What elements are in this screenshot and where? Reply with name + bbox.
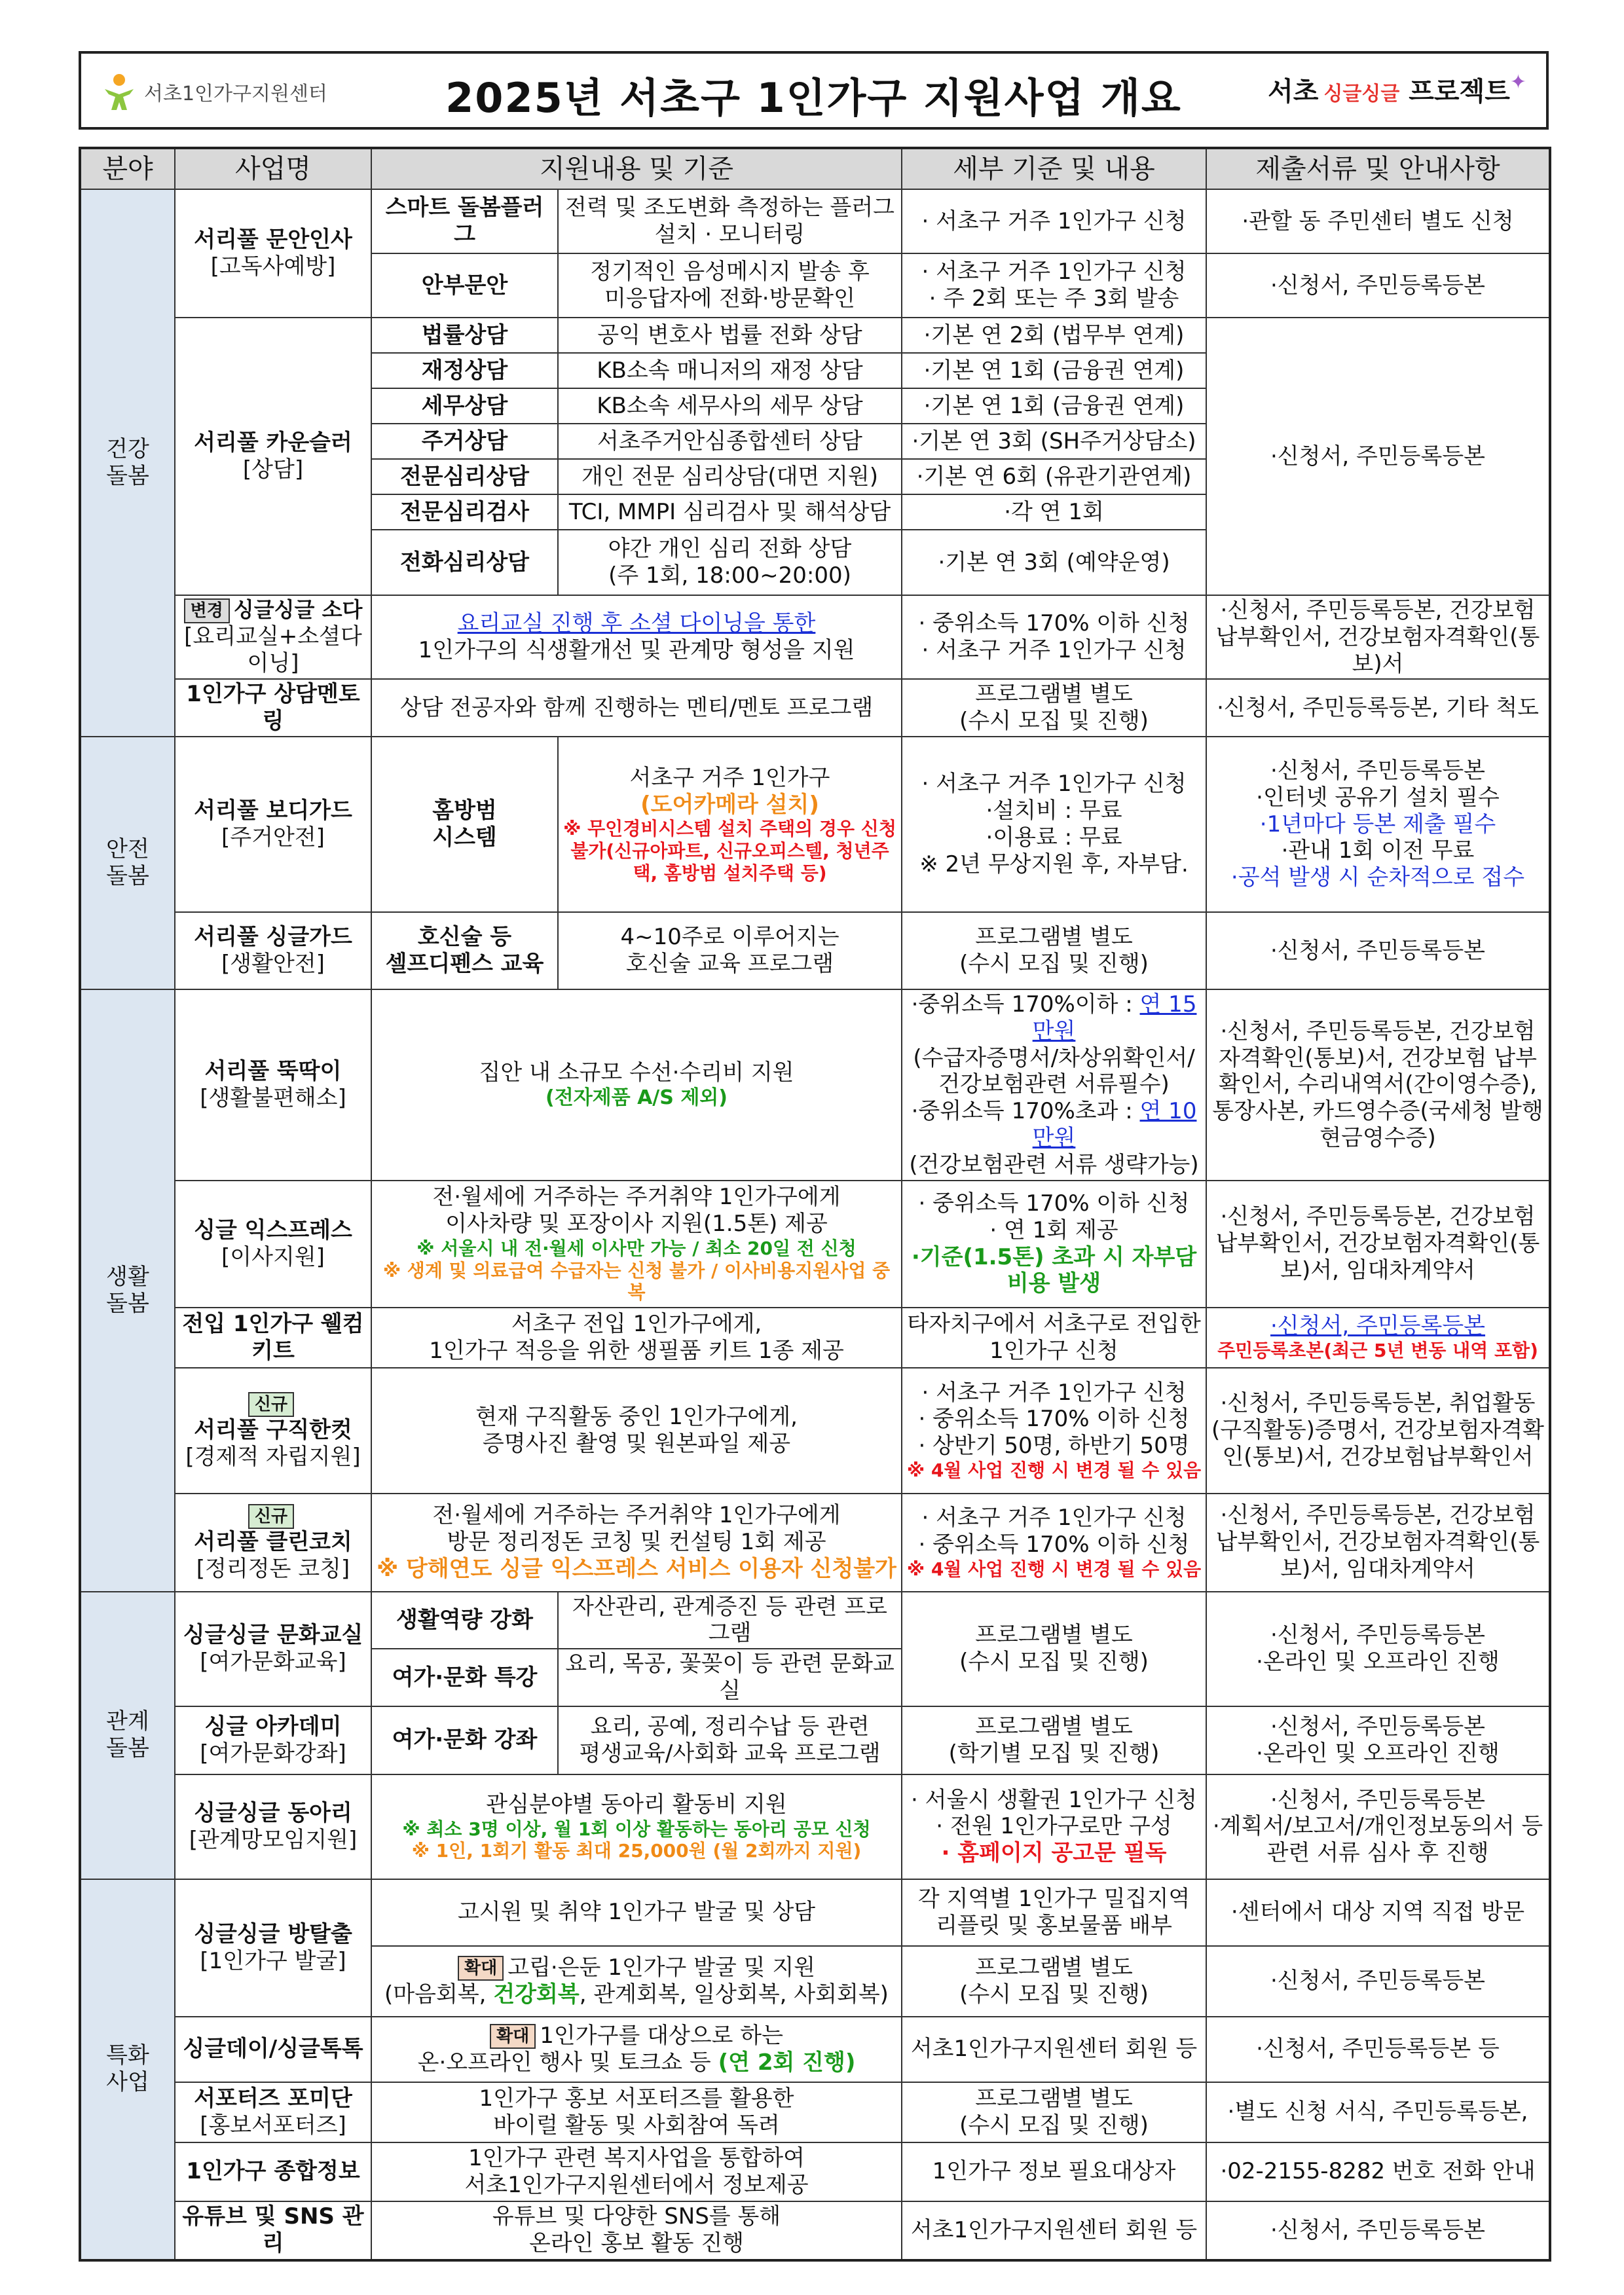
item-content: 상담 전공자와 함께 진행하는 멘티/멘토 프로그램	[371, 679, 902, 737]
item-name: 안부문안	[371, 253, 558, 318]
item-content: 공익 변호사 법률 전화 상담	[558, 318, 902, 353]
item-content: 요리교실 진행 후 소셜 다이닝을 통한 1인가구의 식생활개선 및 관계망 형성을 지원	[371, 595, 902, 679]
table-row	[80, 737, 1550, 912]
project-logo-c: 프로젝트	[1409, 77, 1510, 107]
table-row	[80, 1494, 1550, 1592]
item-content: KB소속 세무사의 세무 상담	[558, 388, 902, 424]
item-detail: 1인가구 정보 필요대상자	[902, 2142, 1206, 2201]
table-row	[80, 2142, 1550, 2201]
item-name: 전문심리상담	[371, 459, 558, 494]
item-docs: ·신청서, 주민등록등본, 취업활동(구직활동)증명서, 건강보험자격확인(통보)서, 건강보험납부확인서	[1206, 1368, 1550, 1494]
item-name: 홈방범 시스템	[371, 737, 558, 912]
item-detail: ·기본 연 1회 (금융권 연계)	[902, 353, 1206, 388]
project-logo	[1268, 71, 1526, 108]
item-content: 관심분야별 동아리 활동비 지원 ※ 최소 3명 이상, 월 1회 이상 활동하는 동아리 공모 신청 ※ 1인, 1회기 활동 최대 25,000원 (월 2회까지 지원)	[371, 1774, 902, 1879]
item-detail: · 중위소득 170% 이하 신청 · 서초구 거주 1인가구 신청	[902, 595, 1206, 679]
item-content: 서초주거안심종합센터 상담	[558, 424, 902, 459]
program-name: 싱글 익스프레스 [이사지원]	[175, 1181, 371, 1308]
item-docs: ·02-2155-8282 번호 전화 안내	[1206, 2142, 1550, 2201]
table-row	[80, 189, 1550, 253]
program-name: 변경 싱글싱글 소다 [요리교실+소셜다이닝]	[175, 595, 371, 679]
project-logo-a: 서초	[1268, 77, 1319, 107]
program-name: 신규 서리풀 클린코치 [정리정돈 코칭]	[175, 1494, 371, 1592]
item-detail: 프로그램별 별도 (학기별 모집 및 진행)	[902, 1706, 1206, 1774]
item-detail: 서초1인가구지원센터 회원 등	[902, 2201, 1206, 2260]
item-name: 세무상담	[371, 388, 558, 424]
item-detail: ·기본 연 2회 (법무부 연계)	[902, 318, 1206, 353]
program-name: 싱글데이/싱글톡톡	[175, 2017, 371, 2082]
item-docs: ·센터에서 대상 지역 직접 방문	[1206, 1879, 1550, 1946]
item-detail: ·기본 연 3회 (SH주거상담소)	[902, 424, 1206, 459]
item-docs: ·신청서, 주민등록등본 ·인터넷 공유기 설치 필수 ·1년마다 등본 제출 필수 ·관내 1회 이전 무료 ·공석 발생 시 순차적으로 접수	[1206, 737, 1550, 912]
program-name: 서리풀 문안인사 [고독사예방]	[175, 189, 371, 318]
item-detail: · 서초구 거주 1인가구 신청 · 중위소득 170% 이하 신청 ※ 4월 사업 진행 시 변경 될 수 있음	[902, 1494, 1206, 1592]
program-name: 싱글싱글 방탈출 [1인가구 발굴]	[175, 1879, 371, 2017]
item-content: 확대 고립·은둔 1인가구 발굴 및 지원 (마음회복, 건강회복, 관계회복, 일상회복, 사회회복)	[371, 1946, 902, 2017]
item-docs: ·신청서, 주민등록등본 ·계획서/보고서/개인정보동의서 등 관련 서류 심사 후 진행	[1206, 1774, 1550, 1879]
program-name: 서리풀 뚝딱이 [생활불편해소]	[175, 989, 371, 1181]
category-life: 생활 돌봄	[80, 989, 175, 1592]
item-content: 확대 1인가구를 대상으로 하는 온·오프라인 행사 및 토크쇼 등 (연 2회 진행)	[371, 2017, 902, 2082]
item-content: 현재 구직활동 중인 1인가구에게, 증명사진 촬영 및 원본파일 제공	[371, 1368, 902, 1494]
item-docs: ·관할 동 주민센터 별도 신청	[1206, 189, 1550, 253]
item-docs: ·신청서, 주민등록등본	[1206, 2201, 1550, 2260]
table-row	[80, 1879, 1550, 1946]
item-detail: ·기본 연 3회 (예약운영)	[902, 530, 1206, 595]
item-content: 전력 및 조도변화 측정하는 플러그 설치 · 모니터링	[558, 189, 902, 253]
table-row	[80, 679, 1550, 737]
center-logo-text: 서초1인가구지원센터	[144, 83, 327, 105]
item-detail: · 서초구 거주 1인가구 신청 · 주 2회 또는 주 3회 발송	[902, 253, 1206, 318]
item-content: 1인가구 홍보 서포터즈를 활용한 바이럴 활동 및 사회참여 독려	[371, 2082, 902, 2142]
item-content: 고시원 및 취약 1인가구 발굴 및 상담	[371, 1879, 902, 1946]
program-name: 싱글싱글 동아리 [관계망모임지원]	[175, 1774, 371, 1879]
program-name: 서리풀 보디가드 [주거안전]	[175, 737, 371, 912]
table-row	[80, 2082, 1550, 2142]
item-docs: ·신청서, 주민등록등본, 건강보험납부확인서, 건강보험자격확인(통보)서	[1206, 595, 1550, 679]
item-docs: ·신청서, 주민등록등본, 건강보험납부확인서, 건강보험자격확인(통보)서, 임대차계약서	[1206, 1494, 1550, 1592]
item-detail: 프로그램별 별도 (수시 모집 및 진행)	[902, 1592, 1206, 1706]
program-name: 신규 서리풀 구직한컷 [경제적 자립지원]	[175, 1368, 371, 1494]
category-safety: 안전 돌봄	[80, 737, 175, 989]
program-name: 전입 1인가구 웰컴키트	[175, 1308, 371, 1368]
item-content: 야간 개인 심리 전화 상담 (주 1회, 18:00~20:00)	[558, 530, 902, 595]
item-content: 전·월세에 거주하는 주거취약 1인가구에게 방문 정리정돈 코칭 및 컨설팅 1회 제공 ※ 당해연도 싱글 익스프레스 서비스 이용자 신청불가	[371, 1494, 902, 1592]
table-row	[80, 1368, 1550, 1494]
item-name: 전문심리검사	[371, 494, 558, 530]
item-content: 전·월세에 거주하는 주거취약 1인가구에게 이사차량 및 포장이사 지원(1.5톤) 제공 ※ 서울시 내 전·월세 이사만 가능 / 최소 20일 전 신청 ※ 생계 및 의료급여 수급자는 신청 불가 / 이사비용지원사업 중복	[371, 1181, 902, 1308]
item-detail: 프로그램별 별도 (수시 모집 및 진행)	[902, 2082, 1206, 2142]
item-content: KB소속 매니저의 재정 상담	[558, 353, 902, 388]
item-name: 여가·문화 특강	[371, 1649, 558, 1706]
item-docs: ·신청서, 주민등록등본	[1206, 1946, 1550, 2017]
program-name: 유튜브 및 SNS 관리	[175, 2201, 371, 2260]
item-docs: ·신청서, 주민등록등본, 기타 척도	[1206, 679, 1550, 737]
col-field: 분야	[80, 148, 175, 189]
item-content: 요리, 공예, 정리수납 등 관련 평생교육/사회화 교육 프로그램	[558, 1706, 902, 1774]
project-logo-b: 싱글싱글	[1323, 83, 1400, 105]
badge-expand: 확대	[458, 1956, 504, 1981]
item-docs: ·신청서, 주민등록등본 ·온라인 및 오프라인 진행	[1206, 1706, 1550, 1774]
table-row	[80, 318, 1550, 353]
col-docs: 제출서류 및 안내사항	[1206, 148, 1550, 189]
item-detail: ·각 연 1회	[902, 494, 1206, 530]
item-docs: ·신청서, 주민등록등본 등	[1206, 2017, 1550, 2082]
program-name: 싱글싱글 문화교실 [여가문화교육]	[175, 1592, 371, 1706]
badge-expand: 확대	[490, 2024, 536, 2049]
item-detail: 프로그램별 별도 (수시 모집 및 진행)	[902, 912, 1206, 989]
item-docs: ·신청서, 주민등록등본 주민등록초본(최근 5년 변동 내역 포함)	[1206, 1308, 1550, 1368]
item-detail: · 서초구 거주 1인가구 신청 ·설치비 : 무료 ·이용료 : 무료 ※ 2년 무상지원 후, 자부담.	[902, 737, 1206, 912]
program-name: 서포터즈 포미단 [홍보서포터즈]	[175, 2082, 371, 2142]
item-name: 생활역량 강화	[371, 1592, 558, 1649]
table-row	[80, 1706, 1550, 1774]
program-name: 서리풀 카운슬러 [상담]	[175, 318, 371, 595]
item-name: 여가·문화 강좌	[371, 1706, 558, 1774]
item-detail: · 서초구 거주 1인가구 신청 · 중위소득 170% 이하 신청 · 상반기 50명, 하반기 50명 ※ 4월 사업 진행 시 변경 될 수 있음	[902, 1368, 1206, 1494]
item-docs: ·별도 신청 서식, 주민등록등본,	[1206, 2082, 1550, 2142]
table-row	[80, 912, 1550, 989]
star-icon: ✦	[1509, 71, 1526, 94]
item-detail: 서초1인가구지원센터 회원 등	[902, 2017, 1206, 2082]
program-table	[79, 147, 1551, 2262]
table-row	[80, 1181, 1550, 1308]
item-content: TCI, MMPI 심리검사 및 해석상담	[558, 494, 902, 530]
item-detail: · 서초구 거주 1인가구 신청	[902, 189, 1206, 253]
program-name: 싱글 아카데미 [여가문화강좌]	[175, 1706, 371, 1774]
item-docs: ·신청서, 주민등록등본	[1206, 318, 1550, 595]
item-name: 호신술 등 셀프디펜스 교육	[371, 912, 558, 989]
item-content: 집안 내 소규모 수선·수리비 지원 (전자제품 A/S 제외)	[371, 989, 902, 1181]
item-detail: 각 지역별 1인가구 밀집지역 리플릿 및 홍보물품 배부	[902, 1879, 1206, 1946]
badge-new: 신규	[248, 1392, 294, 1417]
item-detail: · 중위소득 170% 이하 신청 · 연 1회 제공 ·기준(1.5톤) 초과 시 자부담 비용 발생	[902, 1181, 1206, 1308]
item-name: 스마트 돌봄플러그	[371, 189, 558, 253]
item-content: 요리, 목공, 꽃꽂이 등 관련 문화교실	[558, 1649, 902, 1706]
item-name: 법률상담	[371, 318, 558, 353]
item-detail: · 서울시 생활권 1인가구 신청 · 전원 1인가구로만 구성 · 홈페이지 공고문 필독	[902, 1774, 1206, 1879]
badge-changed: 변경	[184, 598, 230, 623]
item-name: 재정상담	[371, 353, 558, 388]
item-docs: ·신청서, 주민등록등본 ·온라인 및 오프라인 진행	[1206, 1592, 1550, 1706]
table-row	[80, 1308, 1550, 1368]
category-special: 특화 사업	[80, 1879, 175, 2260]
item-content: 4~10주로 이루어지는 호신술 교육 프로그램	[558, 912, 902, 989]
item-docs: ·신청서, 주민등록등본	[1206, 253, 1550, 318]
item-detail: 프로그램별 별도 (수시 모집 및 진행)	[902, 679, 1206, 737]
item-detail: ·기본 연 6회 (유관기관연계)	[902, 459, 1206, 494]
item-detail: 타자치구에서 서초구로 전입한 1인가구 신청	[902, 1308, 1206, 1368]
item-content: 서초구 전입 1인가구에게, 1인가구 적응을 위한 생필품 키트 1종 제공	[371, 1308, 902, 1368]
page-header	[79, 51, 1549, 130]
badge-new: 신규	[248, 1504, 294, 1529]
col-content: 지원내용 및 기준	[371, 148, 902, 189]
item-name: 전화심리상담	[371, 530, 558, 595]
table-row	[80, 989, 1550, 1181]
col-detail: 세부 기준 및 내용	[902, 148, 1206, 189]
program-name: 서리풀 싱글가드 [생활안전]	[175, 912, 371, 989]
item-docs: ·신청서, 주민등록등본, 건강보험자격확인(통보)서, 건강보험 납부확인서, 수리내역서(간이영수증), 통장사본, 카드영수증(국세청 발행 현금영수증)	[1206, 989, 1550, 1181]
item-content: 1인가구 관련 복지사업을 통합하여 서초1인가구지원센터에서 정보제공	[371, 2142, 902, 2201]
table-row	[80, 2201, 1550, 2260]
item-detail: ·기본 연 1회 (금융권 연계)	[902, 388, 1206, 424]
item-detail: ·중위소득 170%이하 : 연 15만원 (수급자증명서/차상위확인서/건강보험관련 서류필수) ·중위소득 170%초과 : 연 10만원 (건강보험관련 서류 생략가능)	[902, 989, 1206, 1181]
category-health: 건강 돌봄	[80, 189, 175, 737]
item-detail: 프로그램별 별도 (수시 모집 및 진행)	[902, 1946, 1206, 2017]
item-name: 주거상담	[371, 424, 558, 459]
page-title: 2025년 서초구 1인가구 지원사업 개요	[445, 74, 1182, 122]
program-name: 1인가구 상담멘토링	[175, 679, 371, 737]
item-content: 서초구 거주 1인가구 (도어카메라 설치) ※ 무인경비시스템 설치 주택의 경우 신청불가(신규아파트, 신규오피스텔, 청년주택, 홈방범 설치주택 등)	[558, 737, 902, 912]
table-row	[80, 1592, 1550, 1649]
item-content: 개인 전문 심리상담(대면 지원)	[558, 459, 902, 494]
table-row	[80, 1774, 1550, 1879]
item-content: 자산관리, 관계증진 등 관련 프로그램	[558, 1592, 902, 1649]
item-docs: ·신청서, 주민등록등본	[1206, 912, 1550, 989]
item-content: 정기적인 음성메시지 발송 후 미응답자에 전화·방문확인	[558, 253, 902, 318]
item-docs: ·신청서, 주민등록등본, 건강보험납부확인서, 건강보험자격확인(통보)서, 임대차계약서	[1206, 1181, 1550, 1308]
item-content: 유튜브 및 다양한 SNS를 통해 온라인 홍보 활동 진행	[371, 2201, 902, 2260]
table-row	[80, 595, 1550, 679]
category-relation: 관계 돌봄	[80, 1592, 175, 1879]
col-program: 사업명	[175, 148, 371, 189]
table-header	[80, 148, 1550, 189]
table-row	[80, 2017, 1550, 2082]
program-name: 1인가구 종합정보	[175, 2142, 371, 2201]
